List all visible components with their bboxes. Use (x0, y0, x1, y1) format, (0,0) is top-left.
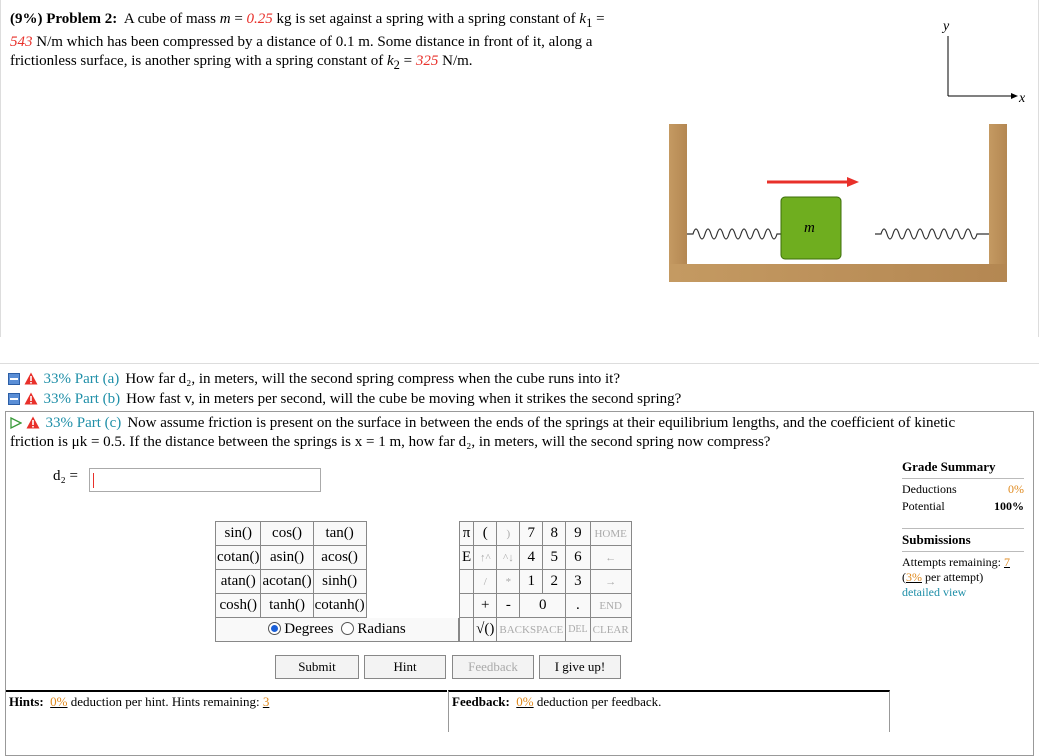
key-star[interactable]: * (497, 570, 520, 594)
key-9[interactable]: 9 (566, 522, 590, 546)
spring-scene (669, 124, 1009, 286)
key-4[interactable]: 4 (520, 546, 543, 570)
key-7[interactable]: 7 (520, 522, 543, 546)
k1-subscript: 1 (586, 16, 593, 30)
part-c-row (10, 414, 1030, 452)
key-5[interactable]: 5 (543, 546, 566, 570)
warning-icon (26, 416, 40, 429)
key-3[interactable]: 3 (566, 570, 590, 594)
mass-value: 0.25 (246, 11, 273, 27)
hints-label: Hints: (9, 694, 44, 709)
potential-value: 100% (994, 499, 1024, 513)
part-b-row[interactable] (8, 390, 681, 409)
key-cos[interactable]: cos() (261, 522, 313, 546)
key-home[interactable]: HOME (590, 522, 631, 546)
radians-radio[interactable] (341, 622, 354, 635)
part-b-label: 33% Part (b) (43, 391, 121, 407)
k2-symbol: k (387, 53, 394, 69)
right-spring (875, 229, 989, 239)
attempts-line (902, 555, 1024, 570)
key-asin[interactable]: asin() (261, 546, 313, 570)
potential-label: Potential (902, 499, 945, 513)
key-sin[interactable]: sin() (216, 522, 261, 546)
key-rparen[interactable]: ) (497, 522, 520, 546)
hints-text: deduction per hint. Hints remaining: (67, 694, 263, 709)
grade-summary-title: Grade Summary (902, 459, 996, 474)
hints-pct: 0% (50, 694, 68, 709)
key-del[interactable]: DEL (566, 618, 590, 642)
hints-bar (6, 690, 447, 732)
deductions-label: Deductions (902, 482, 957, 496)
key-acos[interactable]: acos() (313, 546, 366, 570)
feedback-pct: 0% (516, 694, 534, 709)
number-keys (459, 521, 632, 642)
problem-text-1: A cube of mass (123, 11, 220, 27)
part-a-text: How far d₂, in meters, will the second spring compress when the cube runs into it? (125, 371, 621, 387)
grade-summary (902, 459, 1024, 600)
key-pi[interactable]: π (460, 522, 474, 546)
key-1[interactable]: 1 (520, 570, 543, 594)
attempts-value: 7 (1003, 555, 1010, 569)
key-plus[interactable]: + (474, 594, 497, 618)
k2-value: 325 (415, 53, 439, 69)
problem-statement (10, 10, 650, 75)
equals: = (592, 11, 605, 27)
attempts-label: Attempts remaining: (902, 555, 1001, 569)
submit-button[interactable]: Submit (275, 655, 359, 679)
key-blank (460, 618, 474, 642)
k2-subscript: 2 (393, 58, 400, 72)
problem-panel (0, 0, 1039, 337)
key-clear[interactable]: CLEAR (590, 618, 631, 642)
key-sqrt[interactable]: √() (474, 618, 497, 642)
key-dot[interactable]: . (566, 594, 590, 618)
key-end[interactable]: END (590, 594, 631, 618)
key-cosh[interactable]: cosh() (216, 594, 261, 618)
degrees-radio[interactable] (268, 622, 281, 635)
equals: = (230, 11, 247, 27)
equals: = (399, 53, 416, 69)
hint-button[interactable]: Hint (364, 655, 446, 679)
give-up-button[interactable]: I give up! (539, 655, 621, 679)
key-up[interactable]: ↑^ (474, 546, 497, 570)
k1-value: 543 (10, 34, 33, 50)
deductions-value: 0% (1008, 482, 1024, 496)
collapse-icon[interactable] (8, 393, 20, 405)
radians-label: Radians (357, 621, 406, 637)
key-6[interactable]: 6 (566, 546, 590, 570)
feedback-label: Feedback: (452, 694, 510, 709)
problem-text-4: N/m. (438, 53, 473, 69)
degrees-option[interactable] (268, 621, 333, 638)
key-backspace[interactable]: BACKSPACE (497, 618, 566, 642)
key-acotan[interactable]: acotan() (261, 570, 313, 594)
part-c-label: 33% Part (c) (45, 415, 122, 431)
problem-text-3: N/m which has been compressed by a distance of 0.1 m. Some distance in front of it, along a frictionless surface, is another spring with a spring constant of (10, 34, 593, 69)
right-wall (989, 124, 1007, 282)
collapse-icon[interactable] (8, 373, 20, 385)
part-b-text: How fast v, in meters per second, will the cube be moving when it strikes the second spring? (126, 391, 682, 407)
key-slash[interactable]: / (474, 570, 497, 594)
left-wall (669, 124, 687, 282)
key-0[interactable]: 0 (520, 594, 566, 618)
key-e[interactable]: E (460, 546, 474, 570)
key-sinh[interactable]: sinh() (313, 570, 366, 594)
parts-section (0, 363, 1039, 733)
problem-text-2: kg is set against a spring with a spring constant of (272, 11, 580, 27)
block-label: m (804, 220, 815, 236)
part-c-text-1: Now assume friction is present on the surface in between the ends of the springs at their equilibrium lengths, and the coefficient of kinetic (127, 415, 956, 431)
per-attempt-line: (3% per attempt) (902, 570, 984, 584)
degrees-label: Degrees (284, 621, 334, 637)
axes-diagram (931, 18, 1031, 108)
feedback-bar (448, 690, 890, 732)
key-left[interactable]: ← (590, 546, 631, 570)
per-attempt-pct: 3% (906, 570, 922, 584)
key-atan[interactable]: atan() (216, 570, 261, 594)
key-lparen[interactable]: ( (474, 522, 497, 546)
floor (669, 264, 1007, 282)
mass-symbol: m (219, 11, 231, 27)
answer-label: d₂ = (53, 468, 78, 484)
part-a-label: 33% Part (a) (43, 371, 120, 387)
per-attempt-text: per attempt) (922, 570, 984, 584)
answer-input[interactable] (89, 468, 321, 492)
key-minus[interactable]: - (497, 594, 520, 618)
warning-icon (24, 392, 38, 405)
feedback-button[interactable]: Feedback (452, 655, 534, 679)
function-keys (215, 521, 367, 618)
x-axis-label: x (1019, 91, 1026, 106)
y-axis-label: y (943, 19, 950, 34)
key-tanh[interactable]: tanh() (261, 594, 313, 618)
angle-mode-row (215, 618, 459, 642)
text-cursor (93, 473, 94, 488)
problem-header: (9%) Problem 2: (10, 11, 118, 27)
key-cotanh[interactable]: cotanh() (313, 594, 366, 618)
key-cotan[interactable]: cotan() (216, 546, 261, 570)
part-a-row[interactable] (8, 370, 620, 389)
part-c-panel (5, 411, 1034, 756)
detailed-view-link[interactable]: detailed view (902, 585, 967, 599)
left-spring (687, 229, 781, 239)
submissions-title: Submissions (902, 532, 971, 547)
part-c-text-2: friction is μk = 0.5. If the distance between the springs is x = 1 m, how far d₂, in meters, will the second spring now compress? (10, 434, 771, 450)
feedback-text: deduction per feedback. (533, 694, 662, 709)
key-down[interactable]: ^↓ (497, 546, 520, 570)
k1-symbol: k (579, 11, 587, 27)
key-right[interactable]: → (590, 570, 631, 594)
warning-icon (24, 372, 38, 385)
key-2[interactable]: 2 (543, 570, 566, 594)
radians-option[interactable] (341, 621, 405, 638)
expand-icon[interactable] (10, 417, 22, 429)
key-blank (460, 594, 474, 618)
key-8[interactable]: 8 (543, 522, 566, 546)
key-tan[interactable]: tan() (313, 522, 366, 546)
key-blank (460, 570, 474, 594)
hints-remaining: 3 (262, 694, 270, 709)
